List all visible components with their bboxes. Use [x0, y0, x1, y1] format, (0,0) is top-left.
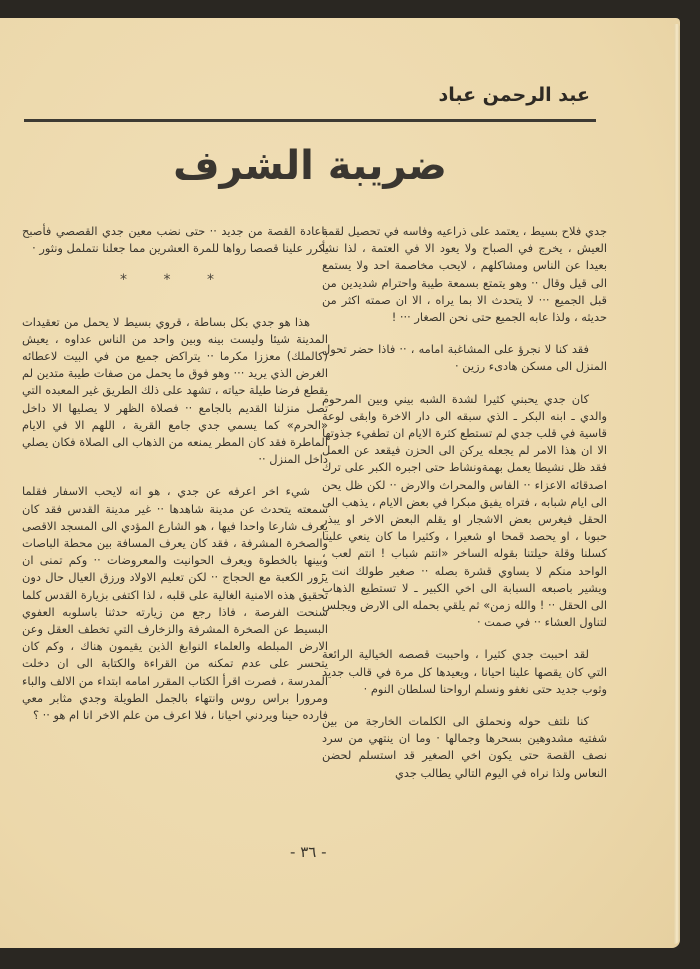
- paragraph: كان جدي يحبني كثيرا لشدة الشبه بيني وبين المرحوم والدي ـ ابنه البكر ـ الذي سبقه الى دار الاخرة وابقى لوعة قاسية في قلب جدي لم تستطع كثرة الايام ان تطفيء جذوتها الا ان هذا الامر لم يجعله يركن الى الحزن فيقعد عن العمل فقد ظل نشيطا يعمل بهمةونشاط حتى اجبره الكبر على ترك اصدقائه الاعزاء ·· الفاس والمحراث والارض ·· لكن ظل يحن الى ايام شبابه ، فتراه يفيق مبكرا في بعض الايام ، يذهب الى الحقل فيغرس بعض الاشجار او يقلم البعض الاخر او يبذر حبوبا ، او يحصد قمحا او شعيرا ، وكثيرا ما كان ينعي علينا كسلنا وقلة حيلتنا بقوله الساخر «انتم شباب ! انتم لعب ، الواحد منكم لا يساوي قشرة بصله ·· صغير طولك انت ـ ويشير باصبعه السبابة الى اخي الكبير ـ لا تستطيع الذهاب الى الحقل ·· ! والله زمن» ثم يلقي بحمله الى الارض ويجلس لتناول العشاء ·· في صمت ·: [322, 391, 607, 630]
- paragraph: لقد احببت جدي كثيرا ، واحببت قصصه الخيالية الرائعة التي كان يقصها علينا احيانا ، ويعيدها كل مرة في قالب جديد وثوب جديد حتى نغفو ونسلم ارواحنا لسلطان النوم ·: [322, 647, 607, 696]
- section-separator: * * *: [120, 272, 230, 289]
- article-title: ضريبة الشرف: [173, 143, 447, 189]
- paragraph: شيء اخر اعرفه عن جدي ، هو انه لايحب الاسفار فقلما سمعته يتحدث عن مدينة شاهدها ·· غير مدينة القدس فقد كان يعرف شارعا واحدا فيها ، هو الشارع المؤدي الى المسجد الاقصى والصخرة المشرفة ، فقد كان يعرف المسافة بين محطة الباصات وبينها بالخطوة ويعرف الحوانيت والمعروضات ·· وكم تمنى ان يزور الكعبة مع الحجاج ·· لكن تعليم الاولاد ورزق العيال حال دون تحقيق هذه الامنية الغالية على قلبه ، لذا اكتفى بزيارة القدس كلما سنحت الفرصة ، فاذا رجع من زيارته حدثنا باسلوبه العفوي البسيط عن الصخرة المشرفة والزخارف التي تخطف العقل وعن الارض المبلطه والعلماء النوابغ الذين يقيمون هناك ، وكم كان يتحسر على عدم تمكنه من القراءة والكتابة الى ان دخلت المدرسة ، فصرت اقرأ الكتاب المقرر امامه ابتداء من الالف والباء ومرورا براس روس وانتهاء بالجمل الطويلة وجدي مثابر معي فارده حينا ويردني احيانا ، فلا اعرف من علم الاخر انا ام هو ·· ؟: [22, 484, 328, 723]
- header-rule: [24, 119, 596, 122]
- paragraph: جدي فلاح بسيط ، يعتمد على ذراعيه وفاسه في تحصيل لقمة العيش ، يخرج في الصباح ولا يعود الا في العتمة ، لذا نشأ بعيدا عن الناس ومشاكلهم ، لايحب مخاصمة احد ولا يستمع الى قيل وقال ·· وهو يتمتع بسمعة طيبة واحترام شديدين من قبل الجميع ··· لا يتحدث الا بما يراه ، الا ان صمته اكثر من حديثه ، ولذا عابه الجميع حتى نحن الصغار ··· !: [322, 224, 607, 325]
- paragraph: هذا هو جدي بكل بساطة ، قروي بسيط لا يحمل من تعقيدات المدينة شيئا وليست بينه وبين واحد من الناس عداوه ، يعيش (كالملك) معززا مكرما ·· يتراكض جميع من في البيت لاعطائه الغرض الذي يريد ··· وهو فوق ما يحمل من صفات طيبة متدين لم يقطع فرضا طيلة حياته ، تشهد على ذلك الطريق غير المعبده التي تصل منزلنا القديم بالجامع ·· فصلاة الظهر لا يصليها الا داخل «الحرم» كما يسمي جدي جامع القرية ، اللهم الا في الايام الماطرة فقد كان المطر يمنعه من الذهاب الى الصلاة فكان يصلي داخل المنزل ··: [22, 314, 328, 467]
- text-column-left: [22, 223, 328, 739]
- magazine-page: [0, 18, 680, 948]
- paragraph: فقد كنا لا نجرؤ على المشاغبة امامه ، ·· فاذا حضر تحول المنزل الى مسكن هادىء رزين ·: [322, 342, 607, 374]
- page-number: - ٣٦ -: [290, 843, 327, 861]
- paragraph: باعادة القصة من جديد ·· حتى نضب معين جدي القصصي فأصبح يكرر علينا قصصا رواها للمرة العشرين مما جعلنا نتململ ونثور ·: [22, 224, 328, 256]
- paragraph: كنا نلتف حوله ونحملق الى الكلمات الخارجة من بين شفتيه مشدوهين بسحرها وجمالها · وما ان ينتهي من سرد نصف القصة حتى يكون اخي الصغير قد استسلم لحضن النعاس ولذا نراه في اليوم التالي يطالب جدي: [322, 714, 607, 780]
- page-edge: [674, 24, 680, 944]
- text-column-right: [322, 223, 607, 797]
- author-byline: عبد الرحمن عباد: [438, 84, 590, 106]
